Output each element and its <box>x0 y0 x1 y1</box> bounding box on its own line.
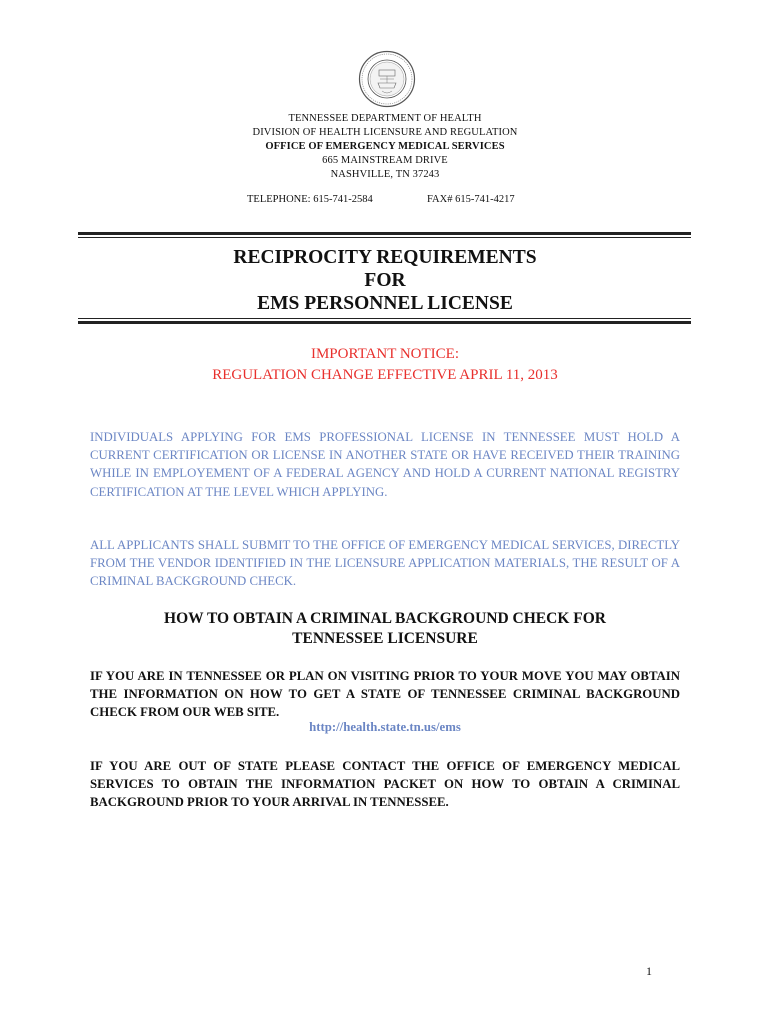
website-link[interactable]: http://health.state.tn.us/ems <box>309 720 461 734</box>
important-notice <box>0 344 770 386</box>
office-name: OFFICE OF EMERGENCY MEDICAL SERVICES <box>265 141 505 152</box>
bottom-divider-thick <box>78 321 691 324</box>
title-line-1: RECIPROCITY REQUIREMENTS <box>233 247 537 268</box>
agency-header <box>0 112 770 182</box>
top-divider-thin <box>78 237 691 238</box>
notice-heading: IMPORTANT NOTICE: <box>310 346 460 362</box>
notice-effective-date: REGULATION CHANGE EFFECTIVE APRIL 11, 2013 <box>212 367 558 383</box>
submission-paragraph: ALL APPLICANTS SHALL SUBMIT TO THE OFFICE OF EMERGENCY MEDICAL SERVICES, DIRECTLY FROM THE VENDOR IDENTIFIED IN THE LICENSURE APPLICATION MATERIALS, THE RESULT OF A CRIMINAL BACKGROUND CHECK. <box>90 538 680 589</box>
fax-number: FAX# 615-741-4217 <box>427 194 515 205</box>
top-divider-thick <box>78 232 691 235</box>
division-name: DIVISION OF HEALTH LICENSURE AND REGULATION <box>252 127 518 138</box>
out-of-state-instructions: IF YOU ARE OUT OF STATE PLEASE CONTACT THE OFFICE OF EMERGENCY MEDICAL SERVICES TO OBTAIN THE INFORMATION PACKET ON HOW TO OBTAIN A CRIMINAL BACKGROUND PRIOR TO YOUR ARRIVAL IN TENNESSEE. <box>90 759 680 810</box>
state-seal-icon <box>358 50 416 108</box>
page-number: 1 <box>646 964 652 978</box>
street-address: 665 MAINSTREAM DRIVE <box>322 155 448 166</box>
bottom-divider-thin <box>78 318 691 319</box>
subheading-line-2: TENNESSEE LICENSURE <box>292 630 478 647</box>
title-line-3: EMS PERSONNEL LICENSE <box>257 293 513 314</box>
subheading-line-1: HOW TO OBTAIN A CRIMINAL BACKGROUND CHECK FOR <box>164 610 606 627</box>
requirements-paragraph: INDIVIDUALS APPLYING FOR EMS PROFESSIONAL LICENSE IN TENNESSEE MUST HOLD A CURRENT CERTIFICATION OR LICENSE IN ANOTHER STATE OR HAVE RECEIVED THEIR TRAINING WHILE IN EMPLOYEMENT OF A FEDERAL AGENCY AND HOLD A CURRENT NATIONAL REGISTRY CERTIFICATION AT THE LEVEL WHICH APPLYING. <box>90 430 680 499</box>
city-state-zip: NASHVILLE, TN 37243 <box>330 169 440 180</box>
in-state-instructions: IF YOU ARE IN TENNESSEE OR PLAN ON VISITING PRIOR TO YOUR MOVE YOU MAY OBTAIN THE INFORMATION ON HOW TO GET A STATE OF TENNESSEE CRIMINAL BACKGROUND CHECK FROM OUR WEB SITE. <box>90 669 680 720</box>
department-name: TENNESSEE DEPARTMENT OF HEALTH <box>288 113 482 124</box>
title-line-2: FOR <box>364 270 406 291</box>
background-check-heading <box>0 609 770 649</box>
telephone-number: TELEPHONE: 615-741-2584 <box>247 194 373 205</box>
page-title <box>0 246 770 315</box>
